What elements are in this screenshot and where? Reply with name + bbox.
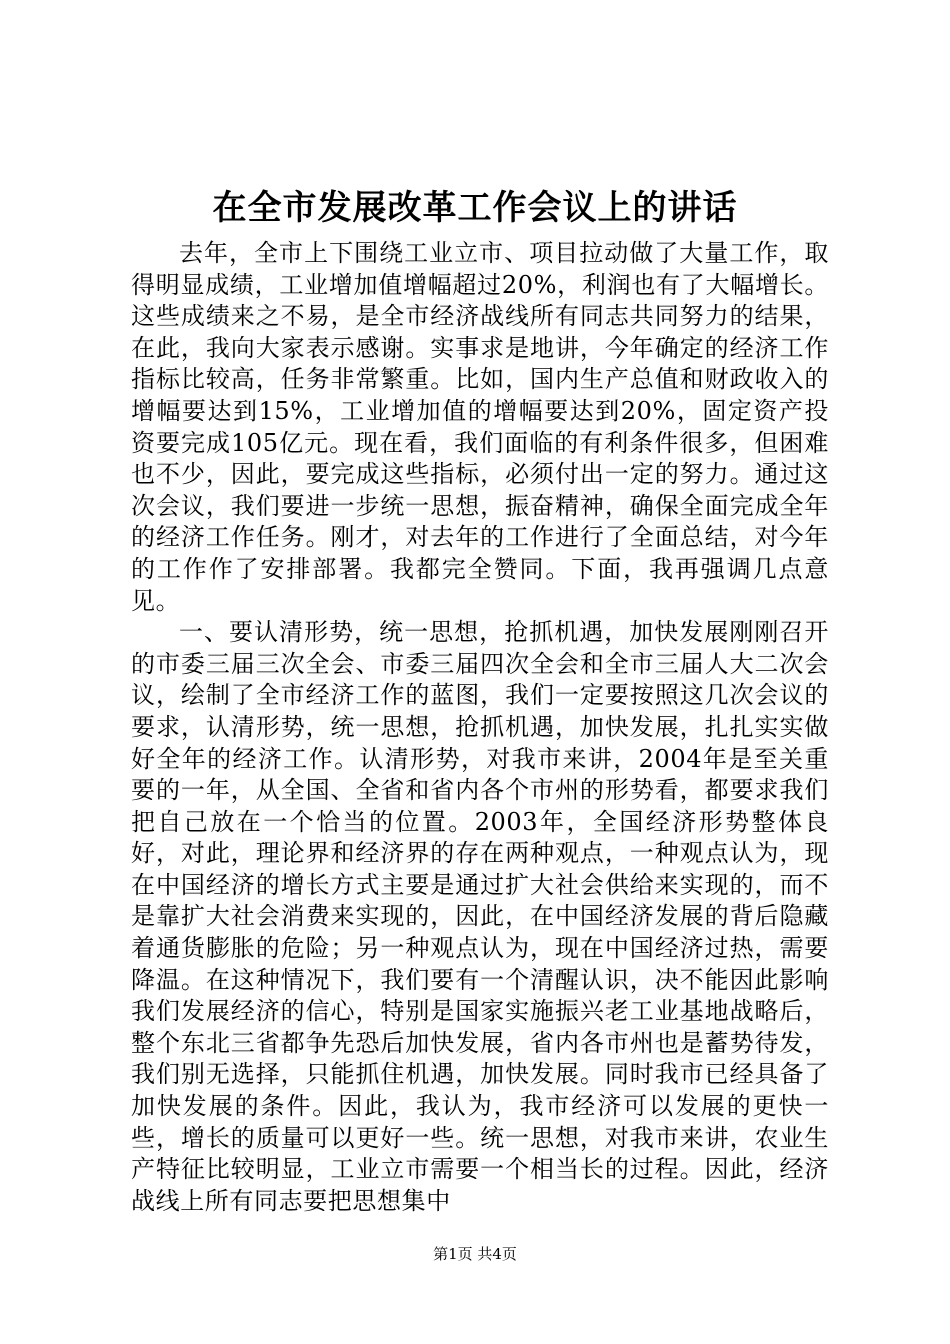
paragraph-intro: 去年，全市上下围绕工业立市、项目拉动做了大量工作，取得明显成绩，工业增加值增幅超过20%，利润也有了大幅增长。这些成绩来之不易，是全市经济战线所有同志共同努力的结果，在此，我向大家表示感谢。实事求是地讲，今年确定的经济工作指标比较高，任务非常繁重。比如，国内生产总值和财政收入的增幅要达到15%，工业增加值的增幅要达到20%，固定资产投资要完成105亿元。现在看，我们面临的有利条件很多，但困难也不少，因此，要完成这些指标，必须付出一定的努力。通过这次会议，我们要进一步统一思想，振奋精神，确保全面完成全年的经济工作任务。刚才，对去年的工作进行了全面总结，对今年的工作作了安排部署。我都完全赞同。下面，我再强调几点意见。 [131,239,829,615]
paragraph-section-one: 一、要认清形势，统一思想，抢抓机遇，加快发展刚刚召开的市委三届三次全会、市委三届四次全会和全市三届人大二次会议，绘制了全市经济工作的蓝图，我们一定要按照这几次会议的要求，认清形势，统一思想，抢抓机遇，加快发展，扎扎实实做好全年的经济工作。认清形势，对我市来讲，2004年是至关重要的一年，从全国、全省和省内各个市州的形势看，都要求我们把自己放在一个恰当的位置。2003年，全国经济形势整体良好，对此，理论界和经济界的存在两种观点，一种观点认为，现在中国经济的增长方式主要是通过扩大社会供给来实现的，而不是靠扩大社会消费来实现的，因此，在中国经济发展的背后隐藏着通货膨胀的危险；另一种观点认为，现在中国经济过热，需要降温。在这种情况下，我们要有一个清醒认识，决不能因此影响我们发展经济的信心，特别是国家实施振兴老工业基地战略后，整个东北三省都争先恐后加快发展，省内各市州也是蓄势待发，我们别无选择，只能抓住机遇，加快发展。同时我市已经具备了加快发展的条件。因此，我认为，我市经济可以发展的更快一些，增长的质量可以更好一些。统一思想，对我市来讲，农业生产特征比较明显，工业立市需要一个相当长的过程。因此，经济战线上所有同志要把思想集中 [131,618,829,1215]
document-body [131,238,829,1217]
document-title: 在全市发展改革工作会议上的讲话 [212,188,738,228]
page-number-footer: 第1页 共4页 [433,1245,517,1263]
